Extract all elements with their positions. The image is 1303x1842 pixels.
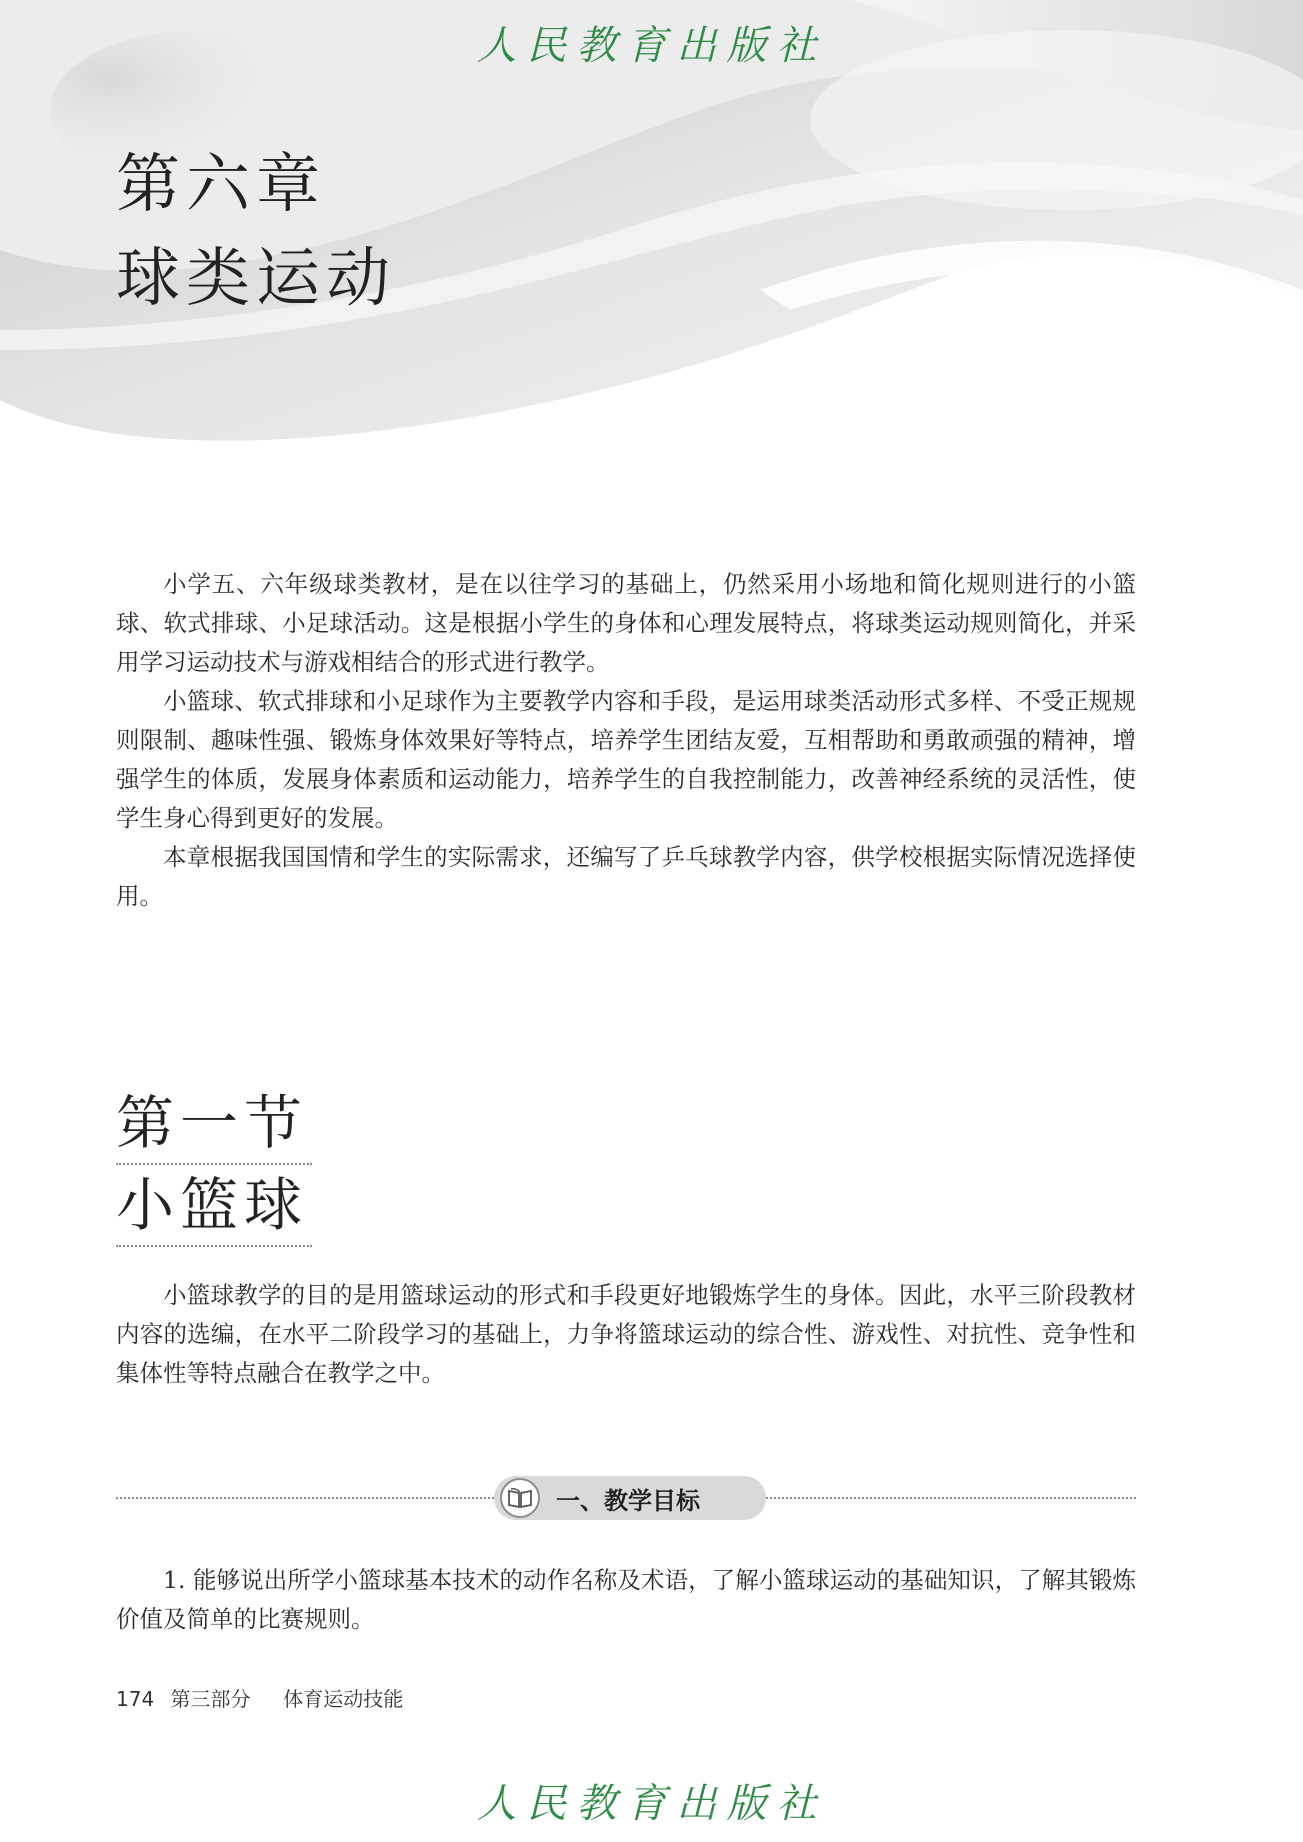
section-intro (116, 1276, 1136, 1393)
chapter-title (116, 138, 396, 326)
chapter-name: 球类运动 (116, 242, 396, 316)
publisher-logo-top: 人民教育出版社 (476, 23, 827, 69)
section-title (116, 1083, 312, 1247)
open-book-icon (500, 1478, 540, 1518)
dotted-divider-right (766, 1497, 1136, 1499)
page-footer (116, 1683, 403, 1712)
goal-item-1: 1. 能够说出所学小篮球基本技术的动作名称及术语，了解小篮球运动的基础知识，了解其锻炼价值及简单的比赛规则。 (116, 1566, 1136, 1633)
section-number: 第一节 (116, 1083, 312, 1165)
teaching-goals-title: 一、教学目标 (556, 1486, 700, 1515)
teaching-goals-badge (494, 1476, 766, 1520)
intro-paragraph-1: 小学五、六年级球类教材，是在以往学习的基础上，仍然采用小场地和简化规则进行的小篮球、软式排球、小足球活动。这是根据小学生的身体和心理发展特点，将球类运动规则简化，并采用学习运动技术与游戏相结合的形式进行教学。 (116, 570, 1136, 676)
dotted-divider-left (116, 1497, 494, 1499)
chapter-number: 第六章 (116, 148, 326, 222)
footer-part: 第三部分 (170, 1687, 251, 1711)
chapter-intro (116, 565, 1136, 916)
page-number: 174 (116, 1687, 155, 1711)
intro-paragraph-2: 小篮球、软式排球和小足球作为主要教学内容和手段，是运用球类活动形式多样、不受正规规则限制、趣味性强、锻炼身体效果好等特点，培养学生团结友爱，互相帮助和勇敢顽强的精神，增强学生的体质，发展身体素质和运动能力，培养学生的自我控制能力，改善神经系统的灵活性，使学生身心得到更好的发展。 (116, 687, 1136, 832)
section-name: 小篮球 (116, 1165, 312, 1247)
section-paragraph: 小篮球教学的目的是用篮球运动的形式和手段更好地锻炼学生的身体。因此，水平三阶段教材内容的选编，在水平二阶段学习的基础上，力争将篮球运动的综合性、游戏性、对抗性、竞争性和集体性等特点融合在教学之中。 (116, 1281, 1136, 1387)
goals-list (116, 1561, 1136, 1639)
publisher-logo-bottom: 人民教育出版社 (476, 1781, 827, 1827)
teaching-goals-heading-row (116, 1476, 1136, 1520)
intro-paragraph-3: 本章根据我国国情和学生的实际需求，还编写了乒乓球教学内容，供学校根据实际情况选择使用。 (116, 843, 1136, 910)
footer-subject: 体育运动技能 (283, 1687, 404, 1711)
